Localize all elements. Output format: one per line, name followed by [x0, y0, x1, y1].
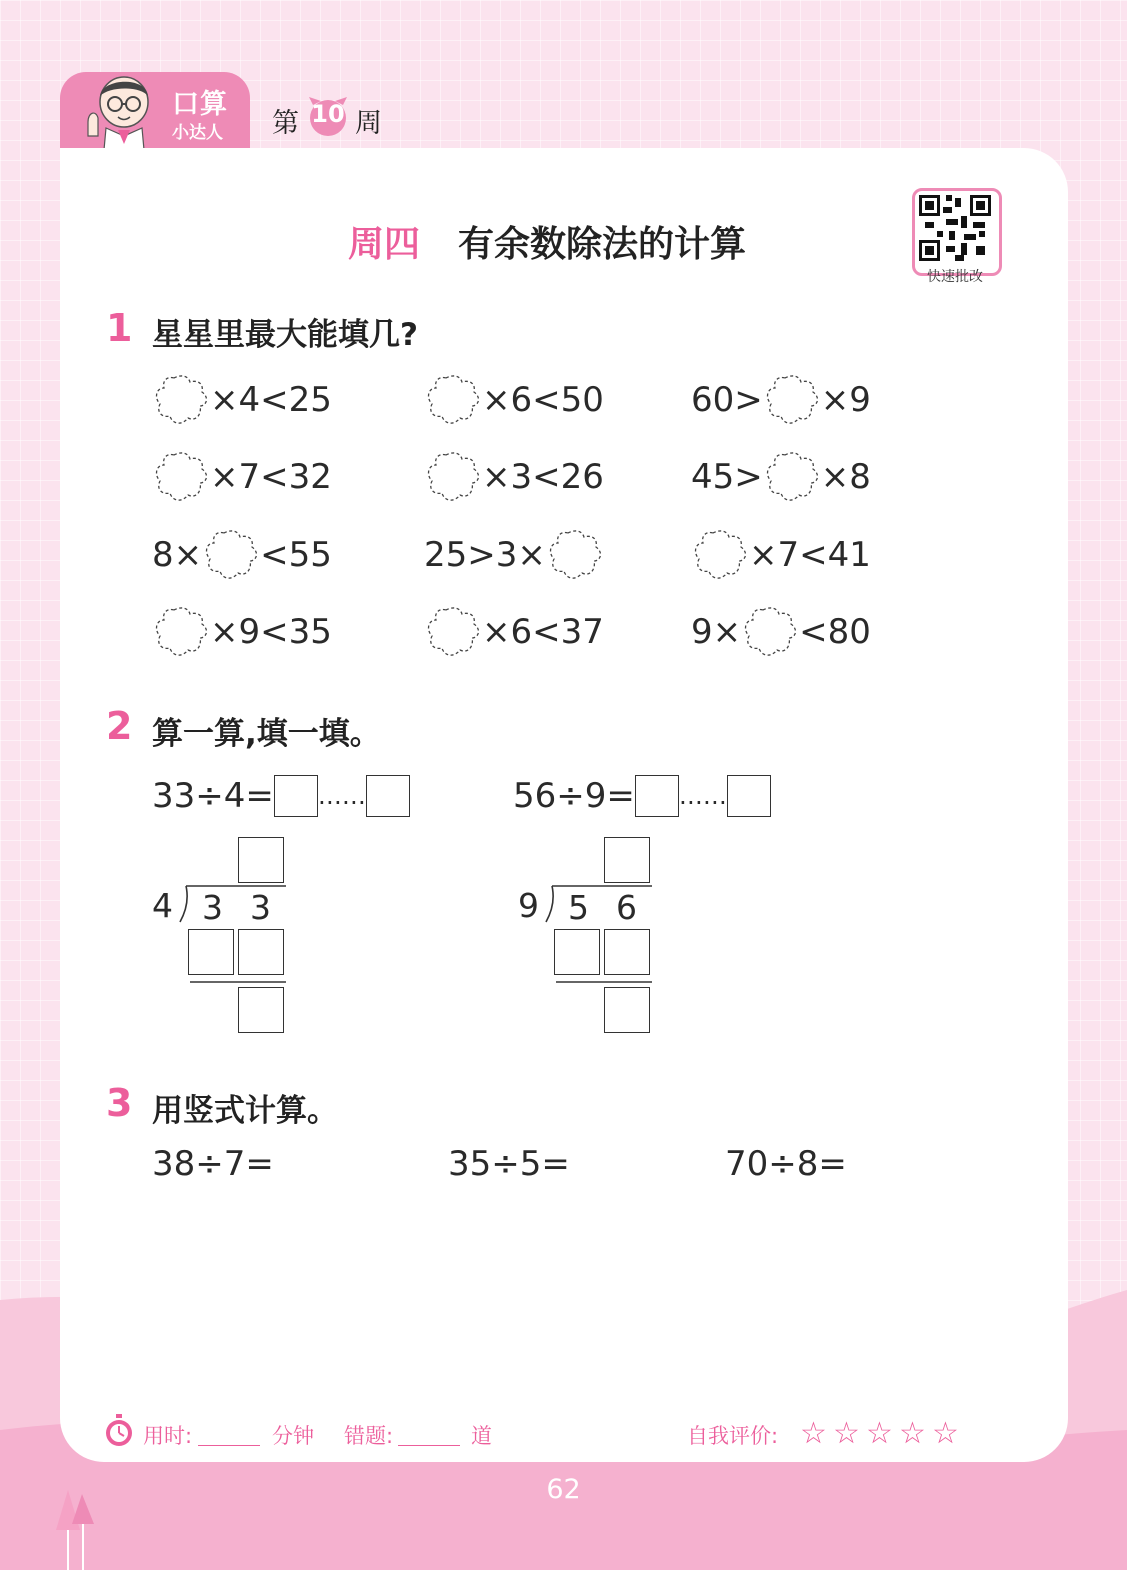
vertical-problem-3: 70÷8= — [725, 1144, 847, 1184]
long-div-a-divisor: 4 — [152, 886, 173, 925]
long-div-b-product-box2[interactable] — [604, 929, 650, 975]
star-equation — [152, 372, 332, 428]
star-blank-icon[interactable] — [763, 449, 821, 505]
tree-decoration-icon — [54, 1490, 98, 1570]
star-blank-icon[interactable] — [691, 527, 749, 583]
long-div-a-quotient-box[interactable] — [238, 837, 284, 883]
remainder-box-a[interactable] — [366, 775, 410, 817]
rating-star-3[interactable]: ☆ — [866, 1416, 893, 1451]
equation-right-text: ×7<32 — [210, 457, 332, 497]
equation-left-text: 45> — [691, 457, 763, 497]
equation-right-text: ×8 — [820, 457, 871, 497]
title-topic: 有余数除法的计算 — [458, 224, 747, 265]
qr-label: 快速批改 — [927, 269, 983, 285]
star-blank-icon[interactable] — [424, 449, 482, 505]
star-equation — [691, 527, 871, 583]
star-blank-icon[interactable] — [546, 527, 604, 583]
long-div-a-digit1: 3 — [202, 888, 223, 927]
section3-number: 3 — [106, 1081, 133, 1125]
equation-left-text: 9× — [691, 612, 742, 652]
page-number: 62 — [546, 1474, 581, 1505]
star-equation — [691, 449, 871, 505]
errors-blank[interactable] — [398, 1445, 460, 1446]
equation-right-text: ×6<37 — [482, 612, 604, 652]
vertical-problem-1: 38÷7= — [152, 1144, 274, 1184]
equation-b — [513, 768, 771, 824]
time-unit: 分钟 — [272, 1424, 314, 1448]
stopwatch-icon — [104, 1414, 134, 1448]
content-card-corner — [60, 148, 250, 202]
quotient-box-b[interactable] — [635, 775, 679, 817]
star-blank-icon[interactable] — [741, 604, 799, 660]
long-div-b-rule — [556, 980, 656, 984]
equation-right-text: ×9 — [820, 380, 871, 420]
equation-left-text: 8× — [152, 535, 203, 575]
long-div-a-product-box2[interactable] — [238, 929, 284, 975]
long-div-b-remainder-box[interactable] — [604, 987, 650, 1033]
section2-title: 算一算,填一填。 — [152, 716, 381, 752]
equation-right-text: ×3<26 — [482, 457, 604, 497]
remainder-dots-b: …… — [678, 782, 727, 810]
long-div-b-product-box1[interactable] — [554, 929, 600, 975]
rating-star-4[interactable]: ☆ — [899, 1416, 926, 1451]
star-blank-icon[interactable] — [152, 372, 210, 428]
equation-right-text: ×4<25 — [210, 380, 332, 420]
section3-title: 用竖式计算。 — [152, 1093, 338, 1129]
time-label: 用时: — [143, 1424, 193, 1448]
week-suffix: 周 — [355, 108, 382, 139]
equation-a-text: 33÷4= — [152, 776, 274, 816]
section1-title: 星星里最大能填几? — [152, 317, 418, 353]
remainder-box-b[interactable] — [727, 775, 771, 817]
rating-star-2[interactable]: ☆ — [833, 1416, 860, 1451]
errors-unit: 道 — [471, 1424, 492, 1448]
star-blank-icon[interactable] — [424, 604, 482, 660]
long-div-a-product-box1[interactable] — [188, 929, 234, 975]
long-div-b-digit1: 5 — [568, 888, 589, 927]
star-blank-icon[interactable] — [763, 372, 821, 428]
brand-subtitle: 小达人 — [172, 123, 223, 143]
vertical-problem-2: 35÷5= — [448, 1144, 570, 1184]
long-div-b-digit2: 6 — [616, 888, 637, 927]
equation-right-text: ×6<50 — [482, 380, 604, 420]
star-equation — [424, 604, 604, 660]
equation-b-text: 56÷9= — [513, 776, 635, 816]
star-equation — [424, 372, 604, 428]
equation-right-text: ×7<41 — [749, 535, 871, 575]
rating-star-1[interactable]: ☆ — [800, 1416, 827, 1451]
rating-star-5[interactable]: ☆ — [932, 1416, 959, 1451]
section1-number: 1 — [106, 306, 133, 350]
title-day: 周四 — [348, 224, 421, 265]
star-equation — [152, 449, 332, 505]
self-eval-label: 自我评价: — [687, 1424, 779, 1448]
equation-a — [152, 768, 410, 824]
remainder-dots-a: …… — [317, 782, 366, 810]
long-div-a-digit2: 3 — [250, 888, 271, 927]
star-equation — [691, 372, 871, 428]
equation-right-text: <80 — [799, 612, 871, 652]
star-equation — [152, 604, 332, 660]
long-div-a-bracket — [176, 884, 288, 930]
long-div-b-divisor: 9 — [518, 886, 539, 925]
long-div-a-rule — [190, 980, 290, 984]
week-number: 10 — [311, 100, 345, 128]
week-prefix: 第 — [272, 108, 299, 139]
time-blank[interactable] — [198, 1445, 260, 1446]
long-div-a-remainder-box[interactable] — [238, 987, 284, 1033]
long-div-b-bracket — [542, 884, 654, 930]
star-blank-icon[interactable] — [152, 449, 210, 505]
section2-number: 2 — [106, 704, 133, 748]
equation-left-text: 60> — [691, 380, 763, 420]
star-equation — [152, 527, 332, 583]
errors-label: 错题: — [344, 1424, 394, 1448]
qr-code-icon[interactable] — [919, 195, 991, 261]
star-equation — [424, 449, 604, 505]
star-blank-icon[interactable] — [152, 604, 210, 660]
quotient-box-a[interactable] — [274, 775, 318, 817]
brand-title: 口算 — [172, 89, 228, 120]
long-div-b-quotient-box[interactable] — [604, 837, 650, 883]
equation-right-text: <55 — [260, 535, 332, 575]
equation-right-text: ×9<35 — [210, 612, 332, 652]
page-title — [348, 216, 746, 267]
mascot-icon — [80, 72, 165, 150]
star-equation — [691, 604, 871, 660]
star-equation — [424, 527, 604, 583]
star-blank-icon[interactable] — [202, 527, 260, 583]
equation-left-text: 25>3× — [424, 535, 546, 575]
star-blank-icon[interactable] — [424, 372, 482, 428]
